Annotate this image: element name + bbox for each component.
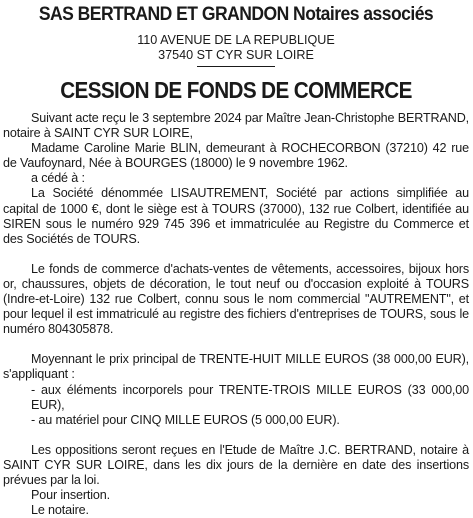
price-item-equipment: - au matériel pour CINQ MILLE EUROS (5 000,00 EUR).: [31, 412, 340, 427]
spacer: [3, 247, 469, 262]
notice-title: CESSION DE FONDS DE COMMERCE: [60, 77, 412, 103]
spacer: [3, 337, 469, 352]
address-line-city: 37540 ST CYR SUR LOIRE: [158, 48, 314, 62]
paragraph-deed: Suivant acte reçu le 3 septembre 2024 par Maître Jean-Christophe BERTRAND, notaire à SAINT CYR SUR LOIRE,: [3, 111, 469, 141]
spacer: [3, 428, 469, 443]
paragraph-seller: Madame Caroline Marie BLIN, demeurant à ROCHECORBON (37210) 42 rue de Vaufoynard, Née à BOURGES (18000) le 9 novembre 1962.: [3, 141, 469, 171]
firm-address: [3, 33, 469, 63]
price-item-intangible: - aux éléments incorporels pour TRENTE-TROIS MILLE EUROS (33 000,00 EUR),: [31, 382, 469, 412]
paragraph-buyer: La Société dénommée LISAUTREMENT, Société par actions simplifiée au capital de 1000 €, dont le siège est à TOURS (37000), 132 rue Colbert, identifiée au SIREN sous le numéro 929 745 396 et immatriculée au Registre du Commerce et des Sociétés de TOURS.: [3, 186, 469, 246]
firm-name: SAS BERTRAND ET GRANDON Notaires associés: [38, 3, 434, 25]
address-line-street: 110 AVENUE DE LA REPUBLIQUE: [137, 33, 335, 47]
closing-signature: Le notaire.: [31, 503, 89, 518]
paragraph-price: Moyennant le prix principal de TRENTE-HUIT MILLE EUROS (38 000,00 EUR), s'appliquant :: [3, 352, 469, 382]
paragraph-business: Le fonds de commerce d'achats-ventes de vêtements, accessoires, bijoux hors or, chaussures, objets de décoration, le tout neuf ou d'occasion exploité à TOURS (Indre-et-Loire) 132 rue Colbert, connu sous le nom commercial "AUTREMENT", et pour lequel il est immatriculé au registre des fichiers d'entreprises de TOURS, sous le numéro 804305878.: [3, 261, 469, 337]
closing-insertion: Pour insertion.: [31, 488, 110, 503]
paragraph-oppositions: Les oppositions seront reçues en l'Etude de Maître J.C. BERTRAND, notaire à SAINT CYR SUR LOIRE, dans les dix jours de la dernière en date des insertions prévues par la loi.: [3, 442, 469, 487]
separator-line: [197, 66, 275, 67]
notice-body: [3, 111, 469, 518]
paragraph-transfer: a cédé à :: [31, 171, 85, 186]
